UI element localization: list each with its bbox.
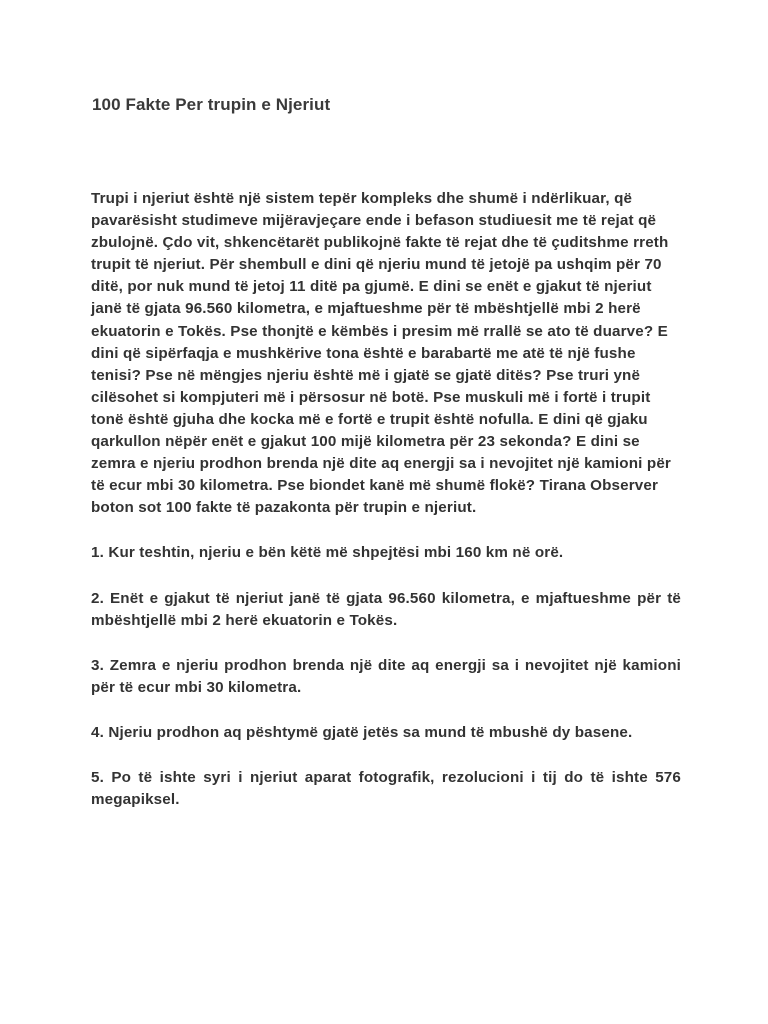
fact-item: 3. Zemra e njeriu prodhon brenda një dite aq energji sa i nevojitet një kamioni për të ecur mbi 30 kilometra.	[91, 656, 681, 696]
fact-item: 2. Enët e gjakut të njeriut janë të gjata 96.560 kilometra, e mjaftueshme për të mbështjellë mbi 2 herë ekuatorin e Tokës.	[91, 589, 681, 629]
document-title: 100 Fakte Per trupin e Njeriut	[92, 95, 331, 114]
intro-paragraph: Trupi i njeriut është një sistem tepër kompleks dhe shumë i ndërlikuar, që pavarësisht studimeve mijëravjeçare ende i befason studiuesit me të rejat që zbulojnë. Çdo vit, shkencëtarët publikojnë fakte të rejat dhe të çuditshme rreth trupit të njeriut. Për shembull e dini që njeriu mund të jetojë pa ushqim për 70 ditë, por nuk mund të jetoj 11 ditë pa gjumë. E dini se enët e gjakut të njeriut janë të gjata 96.560 kilometra, e mjaftueshme për të mbështjellë mbi 2 herë ekuatorin e Tokës. Pse thonjtë e këmbës i presim më rrallë se ato të duarve? E dini që sipërfaqja e mushkërive tona është e barabartë me atë të një fushe tenisi? Pse në mëngjes njeriu është më i gjatë se gjatë ditës? Pse truri ynë cilësohet si kompjuteri më i përsosur në botë. Pse muskuli më i fortë i trupit tonë është gjuha dhe kocka më e fortë e trupit është nofulla. E dini që gjaku qarkullon nëpër enët e gjakut 100 mijë kilometra për 23 sekonda? E dini se zemra e njeriu prodhon brenda një dite aq energji sa i nevojitet një kamioni për të ecur mbi 30 kilometra. Pse biondet kanë më shumë flokë? Tirana Observer boton sot 100 fakte të pazakonta për trupin e njeriut.	[91, 190, 671, 517]
fact-item: 1. Kur teshtin, njeriu e bën këtë më shpejtësi mbi 160 km në orë.	[91, 544, 564, 562]
fact-item: 5. Po të ishte syri i njeriut aparat fotografik, rezolucioni i tij do të ishte 576 megapiksel.	[91, 768, 681, 809]
fact-item: 4. Njeriu prodhon aq pështymë gjatë jetës sa mund të mbushë dy basene.	[91, 723, 633, 741]
document-body	[91, 188, 681, 834]
